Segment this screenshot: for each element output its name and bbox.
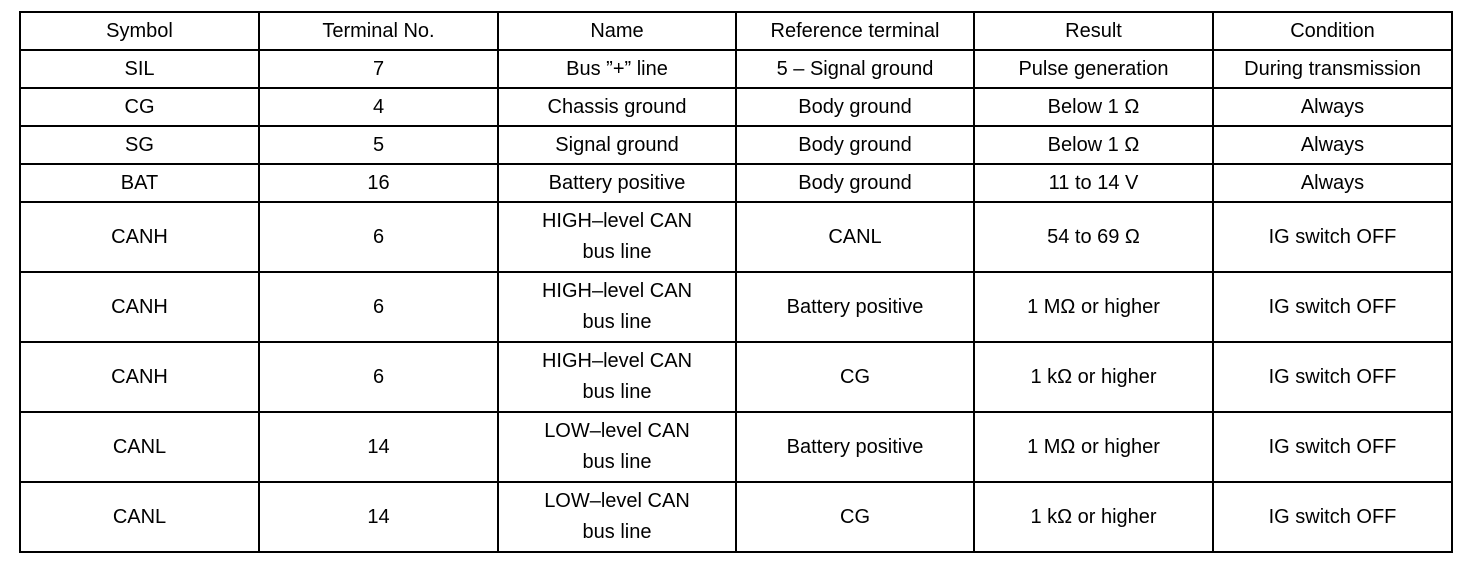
cell-condition: Always bbox=[1213, 126, 1452, 164]
cell-terminal-no: 16 bbox=[259, 164, 498, 202]
cell-condition: IG switch OFF bbox=[1213, 482, 1452, 552]
cell-reference-terminal: Body ground bbox=[736, 126, 974, 164]
cell-name: HIGH–level CAN bus line bbox=[498, 342, 736, 412]
cell-symbol: CANL bbox=[20, 482, 259, 552]
cell-result: Below 1 Ω bbox=[974, 126, 1213, 164]
cell-terminal-no: 5 bbox=[259, 126, 498, 164]
cell-reference-terminal: Battery positive bbox=[736, 412, 974, 482]
table-header-row bbox=[20, 12, 1452, 50]
terminal-check-table bbox=[19, 11, 1453, 553]
cell-name: Signal ground bbox=[498, 126, 736, 164]
cell-condition: IG switch OFF bbox=[1213, 412, 1452, 482]
cell-name: Bus ”+” line bbox=[498, 50, 736, 88]
cell-result: 1 kΩ or higher bbox=[974, 482, 1213, 552]
table-row bbox=[20, 272, 1452, 342]
cell-name: HIGH–level CAN bus line bbox=[498, 202, 736, 272]
table-row bbox=[20, 88, 1452, 126]
cell-terminal-no: 6 bbox=[259, 342, 498, 412]
table-row bbox=[20, 202, 1452, 272]
cell-symbol: CANH bbox=[20, 272, 259, 342]
table-row bbox=[20, 342, 1452, 412]
cell-result: 1 MΩ or higher bbox=[974, 412, 1213, 482]
cell-reference-terminal: CG bbox=[736, 342, 974, 412]
cell-reference-terminal: Body ground bbox=[736, 88, 974, 126]
cell-reference-terminal: CG bbox=[736, 482, 974, 552]
table-row bbox=[20, 50, 1452, 88]
cell-symbol: SG bbox=[20, 126, 259, 164]
cell-name: LOW–level CAN bus line bbox=[498, 482, 736, 552]
cell-reference-terminal: Body ground bbox=[736, 164, 974, 202]
cell-symbol: CANH bbox=[20, 202, 259, 272]
cell-reference-terminal: Battery positive bbox=[736, 272, 974, 342]
cell-name: Battery positive bbox=[498, 164, 736, 202]
cell-condition: IG switch OFF bbox=[1213, 202, 1452, 272]
cell-symbol: CG bbox=[20, 88, 259, 126]
header-symbol: Symbol bbox=[20, 12, 259, 50]
header-terminal-no: Terminal No. bbox=[259, 12, 498, 50]
cell-condition: Always bbox=[1213, 164, 1452, 202]
cell-result: 11 to 14 V bbox=[974, 164, 1213, 202]
header-reference-terminal: Reference terminal bbox=[736, 12, 974, 50]
table-row bbox=[20, 412, 1452, 482]
header-result: Result bbox=[974, 12, 1213, 50]
cell-terminal-no: 7 bbox=[259, 50, 498, 88]
cell-name: LOW–level CAN bus line bbox=[498, 412, 736, 482]
cell-result: 54 to 69 Ω bbox=[974, 202, 1213, 272]
cell-terminal-no: 6 bbox=[259, 202, 498, 272]
cell-symbol: BAT bbox=[20, 164, 259, 202]
header-condition: Condition bbox=[1213, 12, 1452, 50]
table-row bbox=[20, 126, 1452, 164]
cell-result: 1 MΩ or higher bbox=[974, 272, 1213, 342]
cell-condition: Always bbox=[1213, 88, 1452, 126]
cell-symbol: CANL bbox=[20, 412, 259, 482]
cell-symbol: SIL bbox=[20, 50, 259, 88]
cell-result: Pulse generation bbox=[974, 50, 1213, 88]
table-row bbox=[20, 482, 1452, 552]
cell-terminal-no: 14 bbox=[259, 412, 498, 482]
cell-terminal-no: 6 bbox=[259, 272, 498, 342]
cell-condition: During transmission bbox=[1213, 50, 1452, 88]
cell-condition: IG switch OFF bbox=[1213, 272, 1452, 342]
cell-condition: IG switch OFF bbox=[1213, 342, 1452, 412]
cell-name: Chassis ground bbox=[498, 88, 736, 126]
cell-result: 1 kΩ or higher bbox=[974, 342, 1213, 412]
cell-reference-terminal: 5 – Signal ground bbox=[736, 50, 974, 88]
cell-reference-terminal: CANL bbox=[736, 202, 974, 272]
cell-name: HIGH–level CAN bus line bbox=[498, 272, 736, 342]
header-name: Name bbox=[498, 12, 736, 50]
cell-result: Below 1 Ω bbox=[974, 88, 1213, 126]
cell-terminal-no: 14 bbox=[259, 482, 498, 552]
cell-symbol: CANH bbox=[20, 342, 259, 412]
table-row bbox=[20, 164, 1452, 202]
cell-terminal-no: 4 bbox=[259, 88, 498, 126]
